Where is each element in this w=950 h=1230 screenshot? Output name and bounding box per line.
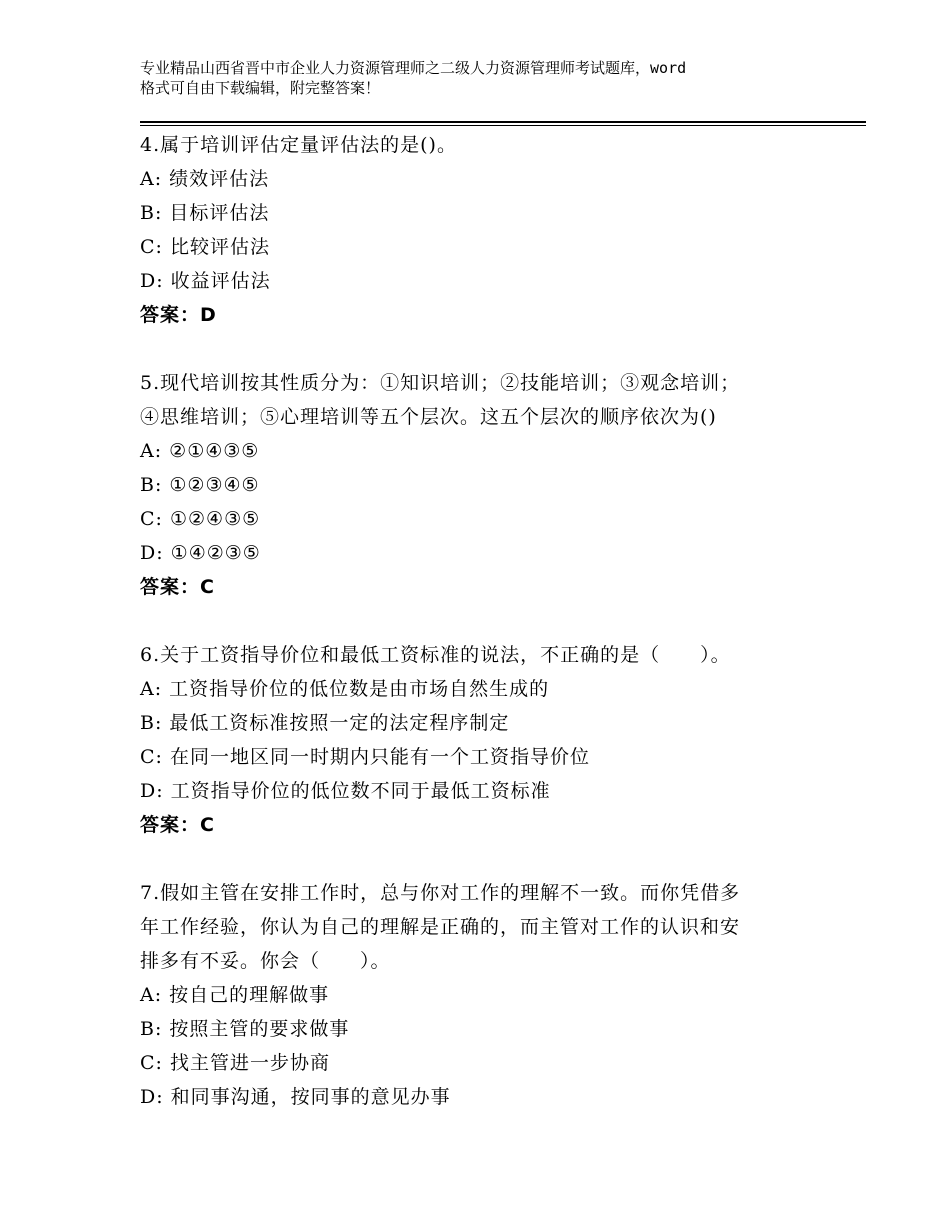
question-stem: 6.关于工资指导价位和最低工资标准的说法，不正确的是（ ）。 bbox=[140, 644, 731, 666]
question-6 bbox=[140, 638, 830, 842]
answer-label: 答案：D bbox=[140, 304, 217, 326]
option-b: B: 按照主管的要求做事 bbox=[140, 1018, 350, 1040]
answer-label: 答案：C bbox=[140, 576, 215, 598]
question-7 bbox=[140, 876, 830, 1114]
question-stem: 7.假如主管在安排工作时，总与你对工作的理解不一致。而你凭借多 bbox=[140, 882, 741, 904]
option-a: A: 绩效评估法 bbox=[140, 168, 270, 190]
question-stem: 4.属于培训评估定量评估法的是()。 bbox=[140, 134, 457, 156]
option-a: A: 工资指导价位的低位数是由市场自然生成的 bbox=[140, 678, 550, 700]
header-line: 格式可自由下载编辑，附完整答案！ bbox=[140, 79, 381, 97]
document-header bbox=[140, 58, 830, 98]
option-a: A: ②①④③⑤ bbox=[140, 440, 260, 462]
option-d: D: ①④②③⑤ bbox=[140, 542, 261, 564]
header-divider bbox=[140, 121, 866, 123]
question-stem: 排多有不妥。你会（ ）。 bbox=[140, 950, 391, 972]
question-list bbox=[140, 128, 830, 1114]
option-c: C: 比较评估法 bbox=[140, 236, 270, 258]
answer-label: 答案：C bbox=[140, 814, 215, 836]
option-b: B: 最低工资标准按照一定的法定程序制定 bbox=[140, 712, 510, 734]
option-d: D: 收益评估法 bbox=[140, 270, 271, 292]
option-a: A: 按自己的理解做事 bbox=[140, 984, 330, 1006]
option-b: B: ①②③④⑤ bbox=[140, 474, 260, 496]
option-b: B: 目标评估法 bbox=[140, 202, 270, 224]
question-stem: ④思维培训；⑤心理培训等五个层次。这五个层次的顺序依次为() bbox=[140, 406, 717, 428]
option-d: D: 工资指导价位的低位数不同于最低工资标准 bbox=[140, 780, 551, 802]
question-stem: 年工作经验，你认为自己的理解是正确的，而主管对工作的认识和安 bbox=[140, 916, 741, 938]
header-divider bbox=[140, 125, 866, 126]
option-c: C: ①②④③⑤ bbox=[140, 508, 261, 530]
question-stem: 5.现代培训按其性质分为：①知识培训；②技能培训；③观念培训； bbox=[140, 372, 741, 394]
header-line: 专业精品山西省晋中市企业人力资源管理师之二级人力资源管理师考试题库，word bbox=[140, 59, 687, 77]
option-c: C: 找主管进一步协商 bbox=[140, 1052, 330, 1074]
question-4 bbox=[140, 128, 830, 332]
question-5 bbox=[140, 366, 830, 604]
option-d: D: 和同事沟通，按同事的意见办事 bbox=[140, 1086, 451, 1108]
option-c: C: 在同一地区同一时期内只能有一个工资指导价位 bbox=[140, 746, 590, 768]
